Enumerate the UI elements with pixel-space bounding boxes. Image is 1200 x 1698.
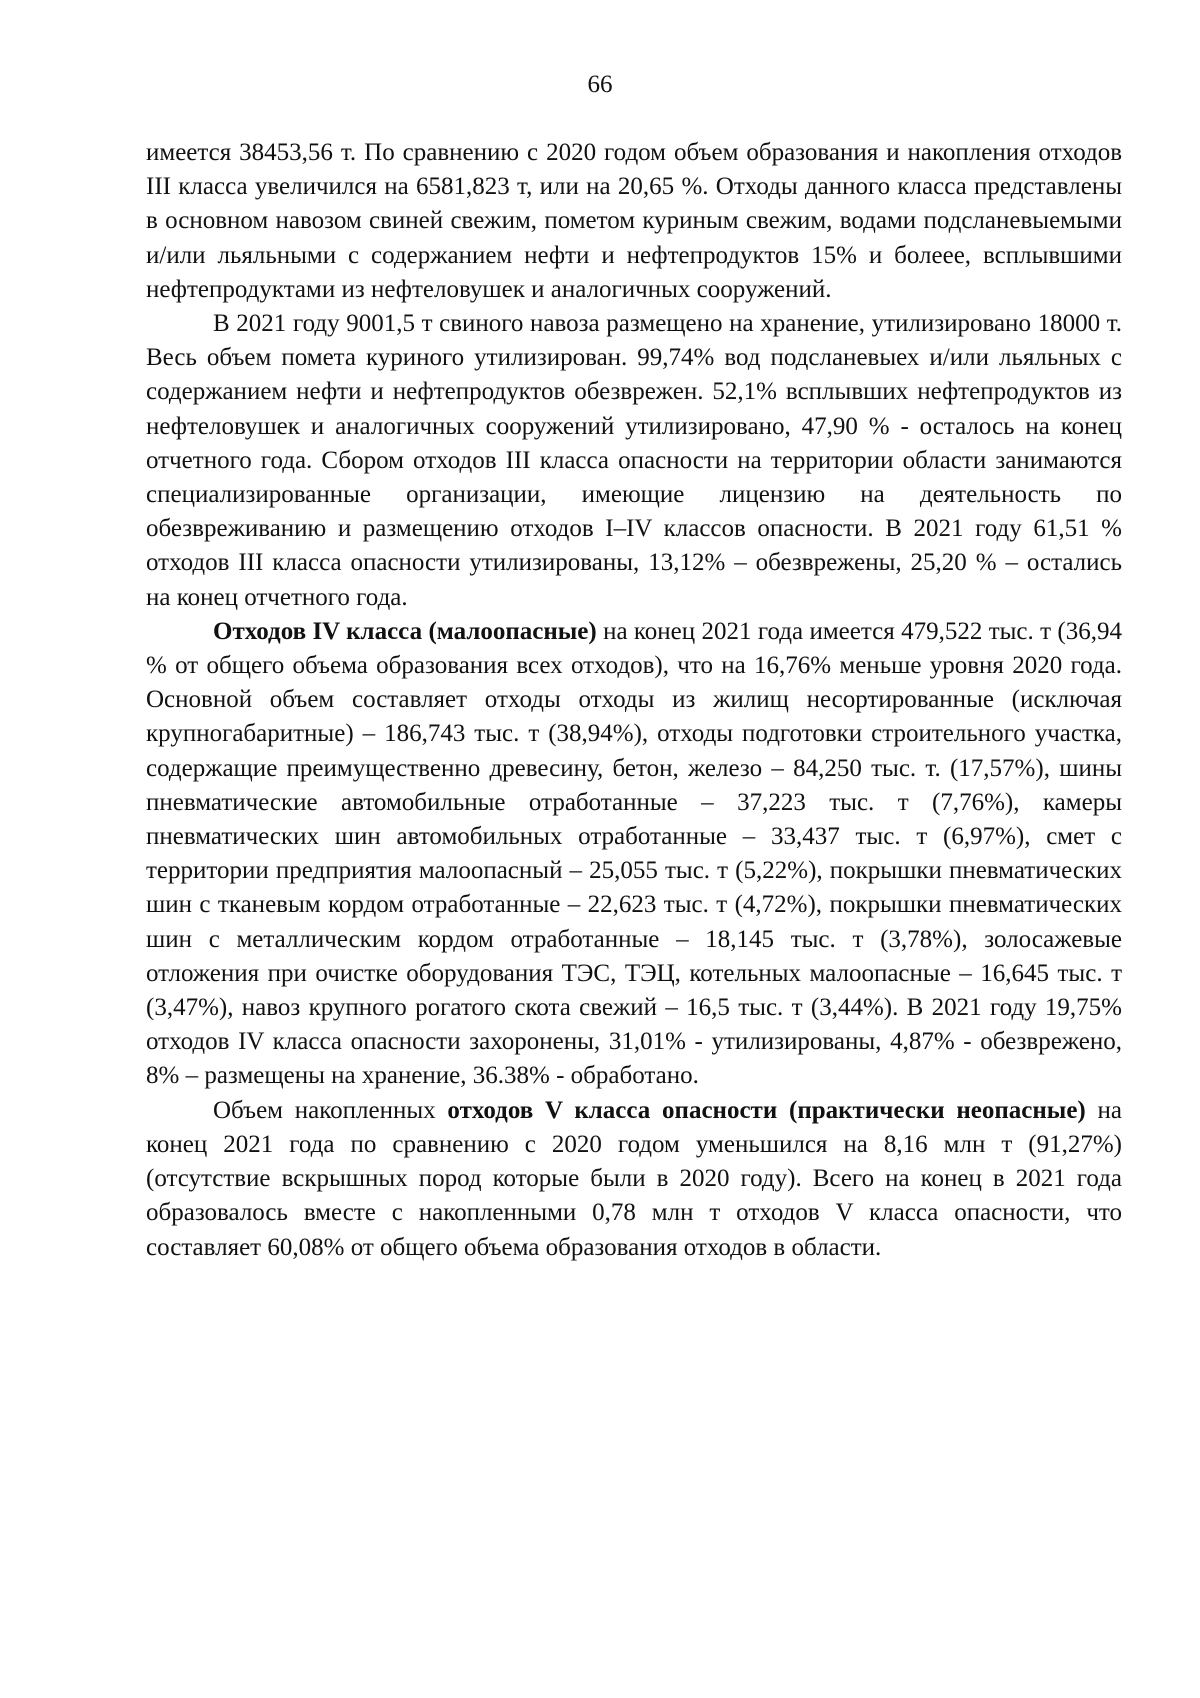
paragraph-class-3-summary: имеется 38453,56 т. По сравнению с 2020 годом объем образования и накопления отходов III класса увеличился на 6581,823 т, или на 20,65 %. Отходы данного класса представлены в основном навозом свиней свежим, пометом куриным свежим, водами подсланевыемыми и/или льяльными с содержанием нефти и нефтепродуктов 15% и болеее, всплывшими нефтепродуктами из нефтеловушек и аналогичных сооружений.	[146, 139, 1122, 303]
paragraph-class-5	[146, 1094, 1122, 1265]
class-5-heading: отходов V класса опасности (практически неопасные)	[447, 1096, 1086, 1124]
class-5-lead: Объем накопленных	[213, 1096, 448, 1124]
class-4-text: на конец 2021 года имеется 479,522 тыс. т (36,94 % от общего объема образования всех отходов), что на 16,76% меньше уровня 2020 года. Основной объем составляет отходы отходы из жилищ несортированные (исключая крупногабаритные) – 186,743 тыс. т (38,94%), отходы подготовки строительного участка, содержащие преимущественно древесину, бетон, железо – 84,250 тыс. т. (17,57%), шины пневматические автомобильные отработанные – 37,223 тыс. т (7,76%), камеры пневматических шин автомобильных отработанные – 33,437 тыс. т (6,97%), смет с территории предприятия малоопасный – 25,055 тыс. т (5,22%), покрышки пневматических шин с тканевым кордом отработанные – 22,623 тыс. т (4,72%), покрышки пневматических шин с металлическим кордом отработанные – 18,145 тыс. т (3,78%), золосажевые отложения при очистке оборудования ТЭС, ТЭЦ, котельных малоопасные – 16,645 тыс. т (3,47%), навоз крупного рогатого скота свежий – 16,5 тыс. т (3,44%). В 2021 году 19,75% отходов IV класса опасности захоронены, 31,01% - утилизированы, 4,87% - обезврежено, 8% – размещены на хранение, 36.38% - обработано.	[146, 617, 1122, 1090]
paragraph-class-4	[146, 615, 1122, 1094]
class-4-heading: Отходов IV класса (малоопасные)	[213, 617, 597, 645]
page-number: 66	[587, 71, 613, 98]
class-5-text: на конец 2021 года по сравнению с 2020 годом уменьшился на 8,16 млн т (91,27%) (отсутствие вскрышных пород которые были в 2020 году). Всего на конец в 2021 года образовалось вместе с накопленными 0,78 млн т отходов V класса опасности, что составляет 60,08% от общего объема образования отходов в области.	[146, 1096, 1122, 1261]
paragraph-class-3-handling: В 2021 году 9001,5 т свиного навоза размещено на хранение, утилизировано 18000 т. Весь объем помета куриного утилизирован. 99,74% вод подсланевыех и/или льяльных с содержанием нефти и нефтепродуктов обезврежен. 52,1% всплывших нефтепродуктов из нефтеловушек и аналогичных сооружений утилизировано, 47,90 % - осталось на конец отчетного года. Сбором отходов III класса опасности на территории области занимаются специализированные организации, имеющие лицензию на деятельность по обезвреживанию и размещению отходов I–IV классов опасности. В 2021 году 61,51 % отходов III класса опасности утилизированы, 13,12% – обезврежены, 25,20 % – остались на конец отчетного года.	[146, 310, 1122, 611]
document-body	[146, 136, 1122, 1265]
